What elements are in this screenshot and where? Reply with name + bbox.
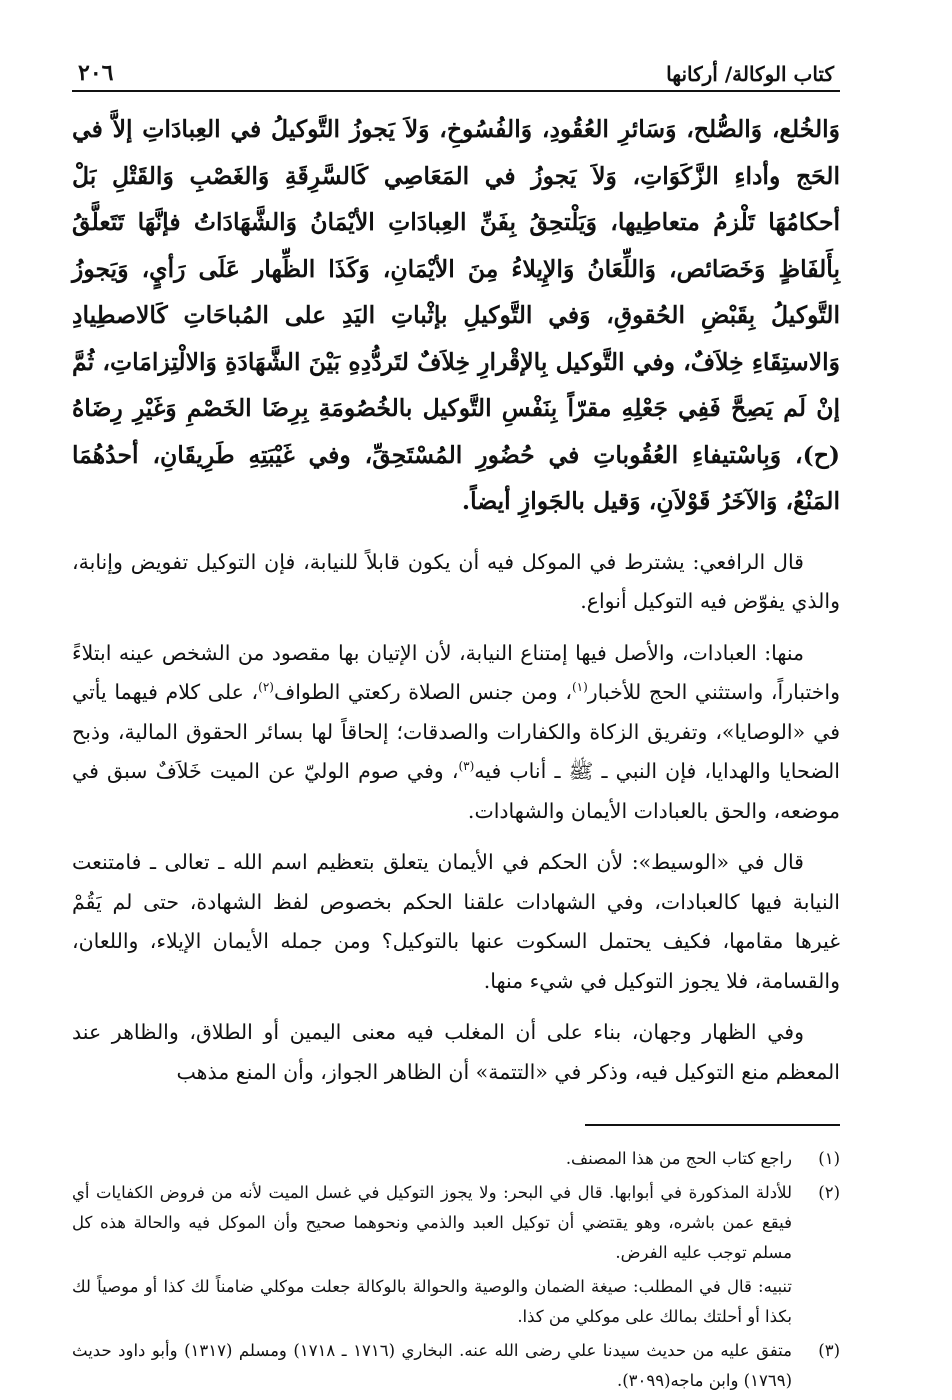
footnote-ref[interactable]: (٣) [458,759,475,774]
book-page [72,50,840,1400]
paragraph-text: ، وفي صوم الوليّ عن الميت خَلاَفٌ سبق في موضعه، والحق بالعبادات الأيمان والشهادات. [72,759,840,823]
commentary-paragraph [72,1013,840,1092]
footnote [72,1178,840,1268]
footnote [72,1336,840,1396]
paragraph-text: ، ومن جنس الصلاة ركعتي الطواف [273,680,572,704]
page-header [72,50,840,92]
commentary-paragraph [72,543,840,622]
footnote-text: متفق عليه من حديث سيدنا علي رضى الله عنه. البخاري (١٧١٦ ـ ١٧١٨) ومسلم (١٣١٧) وأبو داود حديث (١٧٦٩) وابن ماجه(٣٠٩٩). [72,1341,792,1390]
paragraph-text: وفي الظهار وجهان، بناء على أن المغلب فيه معنى اليمين أو الطلاق، والظاهر عند المعظم منع التوكيل فيه، وذكر في «التتمة» أن الظاهر الجواز، وأن المنع مذهب [72,1020,840,1084]
footnote-number: (١) [818,1149,840,1168]
paragraph-text: ، على كلام فيهما يأتي في «الوصايا»، وتفريق الزكاة والكفارات والصدقات؛ إلحاقاً لها بسائر الحقوق المالية، وذبح الضحايا والهدايا، فإن النبي ـ ﷺ ـ أناب فيه [72,680,840,783]
footnote [72,1144,840,1174]
footnote-number: (٣) [818,1341,840,1360]
page-number: ٢٠٦ [78,60,114,86]
main-text-bold: وَالخُلع، وَالصُّلح، وَسَائرِ العُقُودِ، وَالفُسُوخِ، وَلاَ يَجوزُ التَّوكيلُ في العِبادَاتِ إلاَّ في الحَج وأداءِ الزَّكَوَاتِ، وَلاَ يَجوزُ في المَعَاصِي كَالسَّرِقَةِ وَالغَصْبِ وَالقَتْلِ بَلْ أحكامُهَا تَلْزمُ متعاطِيها، وَيَلْتحِقُ بِفَنِّ العِبادَاتِ الأيْمَانُ وَالشَّهَادَاتُ فإنَّهَا تَتَعلَّقُ بِأَلفَاظٍ وَخَصَائص، وَاللِّعَانُ وَالإِيلاءُ مِنَ الأيْمَانِ، وَكَذَا الظِّهار عَلَى رَأيٍ، وَيَجوزُ التَّوكيلُ بِقَبْضِ الحُقوقِ، وَفي التَّوكيلِ بإثْباتِ اليَدِ على المُباحَاتِ كَالاصطِيادِ وَالاستِقَاءِ خِلاَفٌ، وفي التَّوكيل بِالإقْرارِ خِلاَفٌ لتَردُّدِهِ بَيْنَ الشَّهَادَةِ وَالالْتِزامَاتِ، ثُمَّ إنْ لَم يَصِحَّ فَفِي جَعْلِهِ مقرّاً بِنَفْسِ التَّوكيل بالخُصُومَةِ بِرِضَا الخَصْمِ وَغَيْرِ رِضَاهُ (ح)، وَبِاسْتيفاءِ العُقُوباتِ في حُضُورِ المُسْتَحِقِّ، وفي غَيْبَتِهِ طَرِيقَانِ، أحدُهُمَا المَنْعُ، وَالآخَرُ قَوْلاَنِ، وَقيل بالجَوازِ أيضاً. [72,115,841,515]
footnote-note: تنبيه: قال في المطلب: صيغة الضمان والوصية والحوالة بالوكالة جعلت موكلي ضامناً لك كذا أو موصياً لك بكذا أو أحلتك بمالك على موكلي من كذا. [72,1277,792,1326]
footnote-text: للأدلة المذكورة في أبوابها. قال في البحر: ولا يجوز التوكيل في غسل الميت لأنه من فروض الكفايات أي فيقع عمن باشره، وهو يقتضي أن توكيل العبد والذمي ونحوهما صحيح وأن الموكل فيه والحالة هذه كل مسلم توجب عليه الفرض. [72,1183,792,1262]
paragraph-text: قال في «الوسيط»: لأن الحكم في الأيمان يتعلق بتعظيم اسم الله ـ تعالى ـ فامتنعت النيابة فيها كالعبادات، وفي الشهادات علقنا الحكم بخصوص لفظ الشهادة، حتى لم يَقُمْ غيرها مقامها، فكيف يحتمل السكوت عنها بالتوكيل؟ ومن جمله الأيمان الإيلاء، واللعان، والقسامة، فلا يجوز التوكيل في شيء منها. [72,850,840,993]
commentary [72,543,840,1093]
commentary-paragraph [72,843,840,1001]
paragraph-text: منها: العبادات، والأصل فيها إمتناع النيابة، لأن الإتيان بها مقصود من الشخص عينه ابتلاءً واختباراً، واستثني الحج للأخبار [72,640,841,704]
commentary-paragraph [72,634,840,832]
running-title: كتاب الوكالة/ أركانها [666,62,834,86]
footnote-divider [585,1124,840,1126]
paragraph-text: قال الرافعي: يشترط في الموكل فيه أن يكون قابلاً للنيابة، فإن التوكيل تفويض وإنابة، والذي يفوّض فيه التوكيل أنواع. [72,549,840,613]
footnote-ref[interactable]: (٢) [258,680,274,695]
footnote-ref[interactable]: (١) [571,680,588,695]
footnote-number: (٢) [818,1183,840,1202]
footnotes [72,1144,840,1396]
footnote-text: راجع كتاب الحج من هذا المصنف. [565,1149,792,1168]
